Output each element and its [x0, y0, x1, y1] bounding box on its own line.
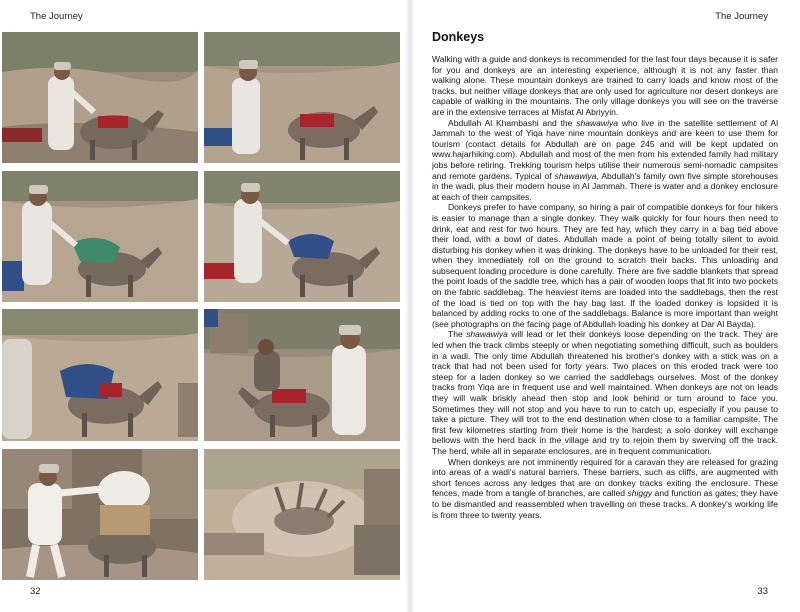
page-number-left: 32 — [30, 586, 41, 597]
article-paragraph — [432, 457, 778, 521]
italic-term: shiggy — [627, 488, 653, 499]
right-page — [410, 0, 800, 612]
page-number-right: 33 — [757, 586, 768, 597]
running-head-left: The Journey — [30, 11, 83, 22]
section-heading: Donkeys — [432, 30, 485, 44]
photo-man-leading-donkey — [2, 32, 198, 163]
text-run: When donkeys are not imminently required for a caravan they are released for grazing into areas of a wadi's natural barriers. These barriers, such as cliffs, are augmented with short fences across any ledges that are on donkey tracks exiting the enclosure. These fences, made from a tangle of branches, are called — [432, 456, 778, 499]
text-run: and function as gates; they have to be dismantled and reassembled when travelling on these tracks. A donkey's working life is from three to twenty years. — [432, 488, 778, 520]
article-paragraph — [432, 118, 778, 203]
running-head-right: The Journey — [715, 11, 768, 22]
text-run: , Abdullah's family own five simple storehouses in the wadi, plus their modern house in Al Jammah. There is water and a donkey enclosure at each of their campsites. — [432, 170, 778, 202]
italic-term: shawawiya — [576, 117, 619, 128]
article-paragraph — [432, 54, 778, 118]
italic-term: shawawiya — [466, 329, 508, 340]
article-paragraph — [432, 329, 778, 456]
photo-man-loading-green-blanket — [2, 171, 198, 302]
photo-man-beside-donkey — [204, 32, 400, 163]
text-run: who live in the satellite settlement of Al Jammah to the west of Yiqa have nine mountain donkeys and are keen to use them for tourism (contact details for Abdullah are on page 245 and will be kept updated on www.hajarhiking.com). Abdullah and most of the men from his extended family had military jobs before retiring. Trekking tourism helps utilise their numerous semi-nomadic campsites and remote gardens. Typical of — [432, 117, 778, 181]
article-paragraph — [432, 202, 778, 329]
article-body — [432, 54, 778, 520]
photo-donkey-rolling-in-dust — [204, 449, 400, 580]
photo-man-lifting-load-onto-donkey — [2, 449, 198, 580]
text-run: Walking with a guide and donkeys is recommended for the last four days because it is safer for you and donkeys are an interesting experience, although it is not any faster than walking alone. These mountain donkeys are trained to carry loads and know most of the tracks, but neither village donkeys that are only used for agriculture nor desert donkeys are capable of walking in the mountains. The only village donkeys you will see on the traverse are in the extensive terraces at Misfat Al Abriyyin. — [432, 54, 778, 117]
photo-man-loading-blue-blanket — [204, 171, 400, 302]
text-run: The — [448, 329, 467, 340]
text-run: Abdullah Al Khambashi and the — [448, 117, 577, 128]
text-run: Donkeys prefer to have company, so hiring a pair of compatible donkeys for four hikers is easier to manage than a single donkey. They walk quickly for four hours then need to drink, eat and rest for two hours. They are fed hay, which they carry in a bag tied above their load, with a bowl of dates. Abdullah made a point of being totally silent to avoid disturbing his donkey when it was drinking. The donkeys have to be unloaded for their rest, when they immediately roll on the ground to scratch their backs. This unloading and subsequent loading procedure is done carefully. There are five saddle blankets that spread the point loads of the saddle tree, which has a pair of wooden loops that fit into two pockets on the fabric saddlebag. The heaviest items are loaded into the saddlebags, then the rest of the load is tied on top with the hay bag last. If the loaded donkey is lopsided it is balanced by adding rocks to one of the saddlebags. Balance is more important than weight (see photographs on the facing page of Abdullah loading his donkey at Dar Al Bayda). — [432, 202, 778, 329]
photo-two-men-loading-donkey — [204, 309, 400, 441]
text-run: will lead or let their donkeys loose depending on the track. They are led when the track climbs steeply or when negotiating something difficult, such as boulders in a wadi. The only time Abdullah threatened his brother's donkey with a stick was on a track that had not been used for forty years. Two places on this eroded track were too steep for a laden donkey so we carried the saddlebags ourselves. Most of the donkey tracks from Yiqa are in frequent use and well maintained. When donkeys are not on leads they will walk briskly ahead then stop and look behind or turn around to face you. Sometimes they will not stop and you have to run to catch up, especially if you pause to take a picture. They will trot to the end destination when close to a familiar campsite. The first few kilometres starting from their home is the hardest; a solo donkey will exchange bellows with the herd back in the village and try to rejoin them by swerving off the track. The herd, while all in separate enclosures, are in frequent communication. — [432, 329, 779, 456]
italic-term: shawawiya — [554, 170, 597, 181]
photo-donkey-with-blue-saddlebag — [2, 309, 198, 441]
